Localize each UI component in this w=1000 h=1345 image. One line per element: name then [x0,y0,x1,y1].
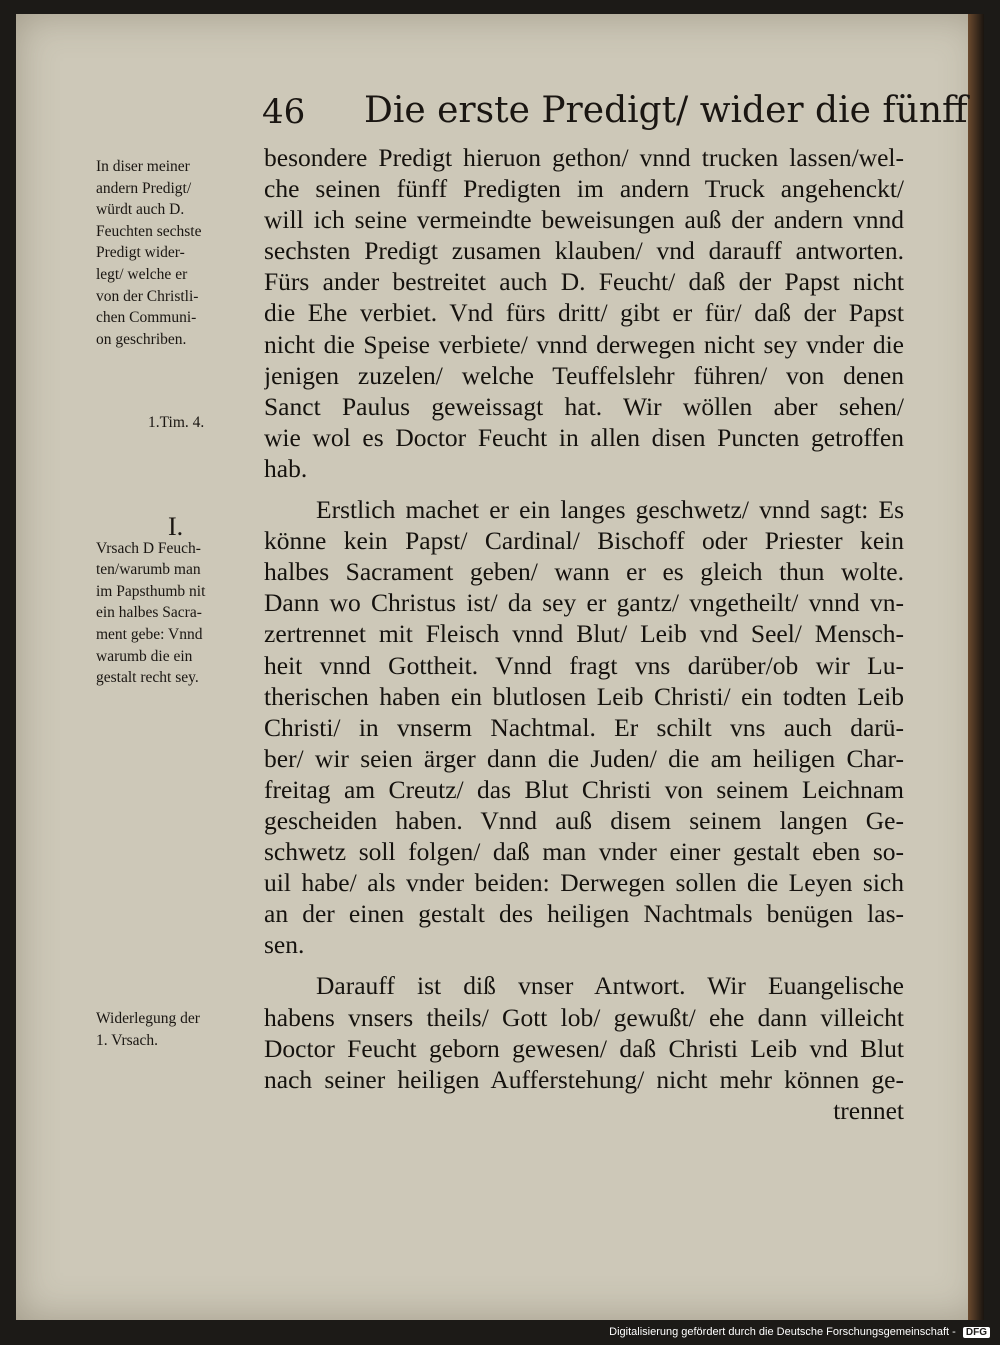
text-line: heit vnnd Gottheit. Vnnd fragt vns darüber/ob wir Lu- [264,650,904,680]
text-line: zertrennet mit Fleisch vnnd Blut/ Leib vnd Seel/ Mensch- [264,619,904,649]
marginal-note-1 [96,156,256,350]
text-line: könne kein Papst/ Cardinal/ Bischoff oder Priester kein [264,526,904,556]
text-line: sen. [264,930,305,960]
marginal-line: ment gebe: Vnnd [96,625,203,643]
marginal-line: on geschriben. [96,330,187,348]
text-line: Dann wo Christus ist/ da sey er gantz/ vngetheilt/ vnnd vn- [264,588,904,618]
text-line: Sanct Paulus geweissagt hat. Wir wöllen aber sehen/ [264,391,904,421]
marginal-line: andern Predigt/ [96,179,192,197]
credit-text: Digitalisierung gefördert durch die Deutsche Forschungsgemeinschaft [609,1326,950,1338]
marginal-note-4 [96,1008,256,1051]
text-line: besondere Predigt hieruon gethon/ vnnd trucken lassen/wel- [264,143,904,172]
paragraph-2 [264,494,904,960]
marginal-roman-numeral: I. [168,512,184,541]
text-line: Erstlich machet er ein langes geschwetz/ vnnd sagt: Es [316,495,904,525]
marginal-line: würdt auch D. [96,201,185,219]
marginal-line: In diser meiner [96,158,190,175]
marginal-line: warumb die ein [96,647,193,665]
marginal-line: Feuchten sechste [96,222,202,240]
marginal-note-3 [96,512,256,689]
text-line: Doctor Feucht geborn gewesen/ daß Christi Leib vnd Blut [264,1033,904,1063]
paragraph-3 [264,970,904,1094]
catchword: trennet [833,1095,904,1125]
marginal-line: von der Christli- [96,287,199,305]
text-line: sechsten Predigt zusamen klauben/ vnd darauff antworten. [264,236,904,266]
marginal-line: ten/warumb man [96,561,201,579]
paragraph-1 [264,142,904,484]
text-line: die Ehe verbiet. Vnd fürs dritt/ gibt er für/ daß der Papst [264,298,904,328]
marginal-line: 1. Vrsach. [96,1031,159,1049]
marginal-line: legt/ welche er [96,265,188,283]
text-line: halbes Sacrament geben/ wann er es gleich thun wolte. [264,557,904,587]
text-line: wie wol es Doctor Feucht in allen disen Puncten getroffen [264,422,904,452]
marginal-line: im Papsthumb nit [96,582,206,600]
text-line: nach seiner heiligen Aufferstehung/ nicht mehr können ge- [264,1064,904,1094]
marginal-line: ein halbes Sacra- [96,604,202,622]
text-line: che seinen fünff Predigten im andern Truck angehenckt/ [264,174,904,204]
running-title: Die erste Predigt/ wider die fünff [364,90,968,131]
marginal-line: gestalt recht sey. [96,669,199,687]
text-line: jenigen zuzelen/ welche Teuffelslehr führen/ von denen [264,360,904,390]
marginal-line: Vrsach D Feuch- [96,539,201,557]
text-line: Fürs ander bestreitet auch D. Feucht/ daß der Papst nicht [264,267,904,297]
marginal-line: Widerlegung der [96,1010,200,1027]
text-line: hab. [264,453,308,483]
text-line: uil habe/ als vnder beiden: Derwegen sollen die Leyen sich [264,868,904,898]
text-line: nicht die Speise verbiete/ vnnd derwegen nicht sey vnder die [264,329,904,359]
page-header [262,90,968,138]
text-line: gescheiden haben. Vnnd auß disem seinem langen Ge- [264,805,904,835]
main-text [264,142,904,1126]
book-binding-edge [968,14,984,1320]
marginal-line: Predigt wider- [96,244,185,262]
page-number: 46 [262,92,306,132]
marginal-line: 1.Tim. 4. [148,414,205,431]
text-line: an der einen gestalt des heiligen Nachtmals benügen las- [264,899,904,929]
text-line: freitag am Creutz/ das Blut Christi von seinem Leichnam [264,774,904,804]
text-line: therischen haben ein blutlosen Leib Christi/ ein todten Leib [264,681,904,711]
text-line: ber/ wir seien ärger dann die Juden/ die am heiligen Char- [264,743,904,773]
text-line: will ich seine vermeindte beweisungen auß der andern vnnd [264,205,904,235]
marginal-line: chen Communi- [96,309,197,327]
text-line: Christi/ in vnserm Nachtmal. Er schilt vns auch darü- [264,712,904,742]
text-line: habens vnsers theils/ Gott lob/ gewußt/ ehe dann villeicht [264,1002,904,1032]
digitization-credit: Digitalisierung gefördert durch die Deutsche Forschungsgemeinschaft - DFG [609,1326,990,1338]
dfg-logo-icon: DFG [963,1327,990,1338]
text-line: Darauff ist diß vnser Antwort. Wir Euangelische [316,971,904,1001]
text-line: schwetz soll folgen/ daß man vnder einer gestalt eben so- [264,837,904,867]
